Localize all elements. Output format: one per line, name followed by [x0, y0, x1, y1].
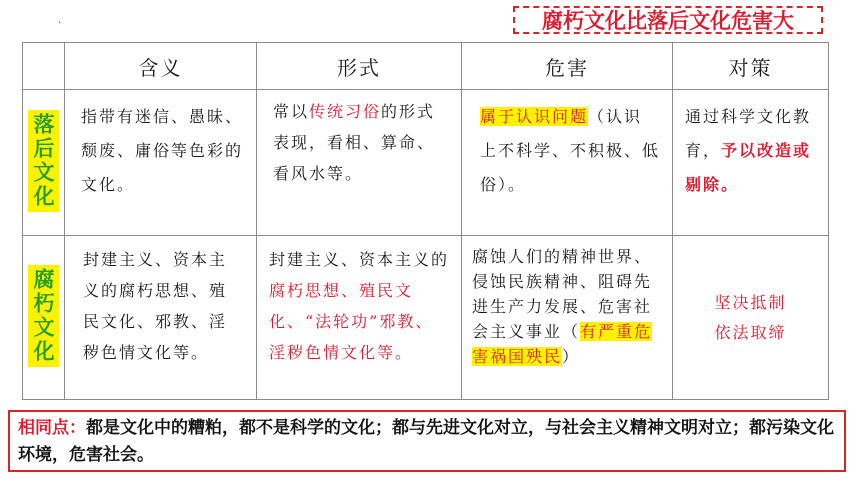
row-label-backward-text: 落后文化 — [28, 110, 59, 212]
cell-backward-harm — [462, 90, 673, 236]
cell-backward-countermeasure — [673, 90, 829, 236]
backward-form-text — [257, 90, 461, 195]
backward-counter-highlight: 予以改造或剔除。 — [685, 141, 812, 194]
decadent-counter-line2: 依法取缔 — [714, 322, 787, 342]
similarity-box — [8, 410, 846, 472]
decadent-counter-text — [673, 288, 828, 348]
decadent-harm-text — [462, 236, 672, 375]
cell-decadent-meaning — [65, 236, 257, 400]
header-form: 形式 — [257, 43, 462, 90]
page-title: 腐朽文化比落后文化危害大 — [513, 6, 823, 34]
table-header-row — [23, 43, 829, 90]
backward-counter-text — [673, 90, 828, 208]
decadent-harm-post: ） — [562, 347, 581, 366]
backward-form-post: 的形式表现，看相、算命、看风水等。 — [273, 102, 436, 183]
header-harm: 危害 — [462, 43, 673, 90]
decadent-harm-pre: 腐蚀人们的精神世界、侵蚀民族精神、阻碍先进生产力发展、危害社会主义事业（ — [472, 247, 653, 341]
decadent-harm-highlight: 有严重危害祸国殃民 — [472, 322, 653, 366]
table-row-backward-culture — [23, 90, 829, 236]
backward-form-highlight: 传统习俗 — [309, 102, 382, 121]
backward-harm-highlight: 属于认识问题 — [480, 107, 589, 126]
cell-decadent-countermeasure — [673, 236, 829, 400]
comparison-table — [22, 42, 829, 400]
cell-backward-form — [257, 90, 462, 236]
similarity-label: 相同点： — [18, 418, 86, 438]
backward-form-pre: 常以 — [273, 102, 310, 121]
cell-decadent-harm — [462, 236, 673, 400]
decadent-meaning-text: 封建主义、资本主义的腐朽思想、殖民文化、邪教、淫秽色情文化等。 — [83, 250, 228, 362]
header-countermeasure: 对策 — [673, 43, 829, 90]
row-label-decadent — [23, 236, 65, 400]
row-label-decadent-text: 腐朽文化 — [28, 265, 59, 367]
decadent-form-text — [257, 236, 461, 374]
backward-harm-post: （认识上不科学、不积极、低俗）。 — [480, 107, 661, 194]
backward-meaning-text: 指带有迷信、愚昧、颓废、庸俗等色彩的文化。 — [81, 107, 244, 194]
row-label-backward — [23, 90, 65, 236]
backward-harm-text — [462, 90, 672, 208]
table-row-decadent-culture — [23, 236, 829, 400]
decadent-form-pre: 封建主义、资本主义的 — [269, 250, 450, 269]
backward-counter-pre: 通过科学文化教育， — [685, 107, 812, 160]
cell-backward-meaning — [65, 90, 257, 236]
cell-decadent-form — [257, 236, 462, 400]
decorative-dot: · — [58, 18, 62, 29]
decadent-counter-line1: 坚决抵制 — [714, 292, 787, 312]
decadent-form-highlight: 腐朽思想、殖民文化、“法轮功”邪教、淫秽色情文化等。 — [269, 281, 434, 362]
header-meaning: 含义 — [65, 43, 257, 90]
header-corner — [23, 43, 65, 90]
similarity-text: 都是文化中的糟粕，都不是科学的文化；都与先进文化对立，与社会主义精神文明对立；都污染文化环境，危害社会。 — [18, 418, 834, 465]
